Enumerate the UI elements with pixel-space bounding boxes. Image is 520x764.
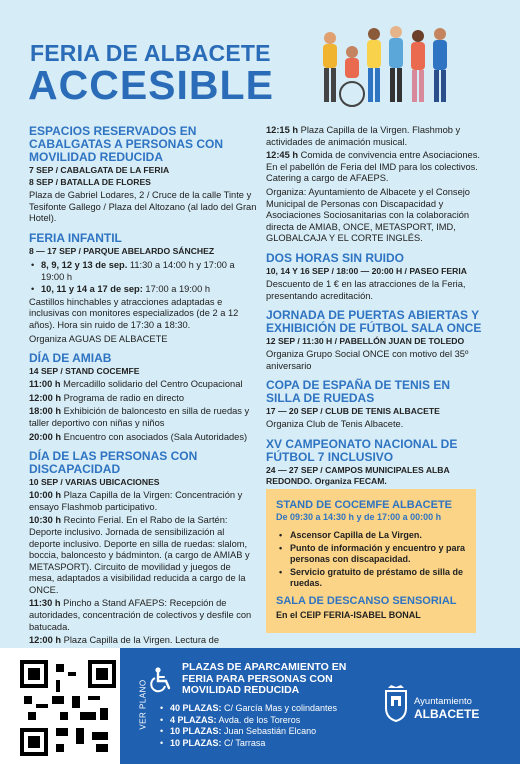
- amiab-event: 12:00 h Programa de radio en directo: [29, 392, 185, 403]
- ayuntamiento-logo: [414, 696, 479, 721]
- stand-title: STAND DE COCEMFE ALBACETE: [276, 499, 452, 511]
- discapacidad-event: 10:00 h Plaza Capilla de la Virgen: Concentración y ensayo Flashmob participativo.: [29, 490, 243, 512]
- stand-list: [276, 530, 466, 589]
- discapacidad-event: 12:00 h Plaza Capilla de la Virgen. Lectura de: [29, 635, 220, 646]
- albacete-label: ALBACETE: [414, 707, 480, 721]
- amiab-sub: 14 SEP / STAND COCEMFE: [29, 366, 140, 377]
- list-item: • 40 PLAZAS: C/ García Mas y colindantes: [160, 703, 337, 715]
- discapacidad-sub: 10 SEP / VARIAS UBICACIONES: [29, 477, 160, 488]
- tenis-sub: 17 — 20 SEP / CLUB DE TENIS ALBACETE: [266, 406, 440, 417]
- ayuntamiento-crest-icon: [383, 684, 409, 722]
- futbol-text: Organiza Grupo Social ONCE con motivo del 35º aniversario: [266, 349, 469, 371]
- list-item: • 10 PLAZAS: Juan Sebastián Elcano: [160, 726, 337, 738]
- ruido-sub: 10, 14 Y 16 SEP / 18:00 — 20:00 H / PASEO FERIA: [266, 265, 467, 276]
- ayuntamiento-label: Ayuntamiento: [414, 696, 472, 707]
- title-line2: ACCESIBLE: [28, 62, 274, 108]
- infantil-title: FERIA INFANTIL: [29, 230, 122, 245]
- stand-hours: De 09:30 a 14:30 h y de 17:00 a 00:00 h: [276, 512, 442, 522]
- left-column: [29, 125, 257, 670]
- parking-list: [160, 703, 337, 749]
- sala-title: SALA DE DESCANSO SENSORIAL: [276, 595, 457, 607]
- espacios-sub2: 8 SEP / BATALLA DE FLORES: [29, 177, 151, 187]
- espacios-title: ESPACIOS RESERVADOS EN CABALGATAS A PERSONAS CON MOVILIDAD REDUCIDA: [29, 124, 224, 164]
- futbol-title: JORNADA DE PUERTAS ABIERTAS Y EXHIBICIÓN DE FÚTBOL SALA ONCE: [266, 308, 482, 336]
- list-item: • 10, 11 y 14 a 17 de sep: 17:00 a 19:00 h: [29, 283, 257, 295]
- discapacidad-title: DÍA DE LAS PERSONAS CON DISCAPACIDAD: [29, 449, 198, 477]
- list-item: • Servicio gratuito de préstamo de silla de ruedas.: [276, 567, 466, 589]
- list-item: • 8, 9, 12 y 13 de sep. 11:30 a 14:00 h y 17:00 a 19:00 h: [29, 259, 257, 283]
- espacios-sub1: 7 SEP / CABALGATA DE LA FERIA: [29, 165, 170, 175]
- list-item: • 10 PLAZAS: C/ Tarrasa: [160, 738, 337, 750]
- list-item: • Punto de información y encuentro y para personas con discapacidad.: [276, 543, 466, 565]
- infantil-schedule: [29, 259, 257, 295]
- people-illustration-icon: [318, 22, 458, 112]
- futbol7-sub: 24 — 27 SEP / CAMPOS MUNICIPALES ALBA REDONDO. Organiza FECAM.: [266, 464, 450, 486]
- wheelchair-icon: [148, 666, 176, 694]
- infantil-text: Castillos hinchables y atracciones adaptadas e inclusivas con monitores especializados (de 2 a 12 años). Hora sin ruido de 17:30 a 18:30.: [29, 296, 239, 330]
- list-item: • 4 PLAZAS: Avda. de los Toreros: [160, 715, 337, 727]
- tenis-text: Organiza Club de Tenis Albacete.: [266, 419, 404, 430]
- amiab-event: 20:00 h Encuentro con asociados (Sala Autoridades): [29, 431, 248, 442]
- right-column: [266, 125, 484, 487]
- futbol7-title: XV CAMPEONATO NACIONAL DE FÚTBOL 7 INCLUSIVO: [266, 436, 458, 464]
- infantil-org: Organiza AGUAS DE ALBACETE: [29, 333, 168, 344]
- title-line1: FERIA DE ALBACETE: [30, 40, 271, 66]
- discapacidad-org: Organiza: Ayuntamiento de Albacete y el Consejo Municipal de Personas con Discapacidad y Asociaciones Sociosanitarias con la colaboración directa de AMIAB, ONCE, METASPORT, IMD, GLOBALCAJA Y EL CORTE INGLÉS.: [266, 186, 470, 244]
- amiab-event: 18:00 h Exhibición de baloncesto en silla de ruedas y taller deportivo con niñas y niños: [29, 406, 250, 428]
- parking-title: PLAZAS DE APARCAMIENTO EN FERIA PARA PERSONAS CON MOVILIDAD REDUCIDA: [182, 661, 347, 696]
- header: [0, 0, 520, 118]
- infantil-sub: 8 — 17 SEP / PARQUE ABELARDO SÁNCHEZ: [29, 245, 215, 256]
- list-item: • Ascensor Capilla de La Virgen.: [276, 530, 466, 541]
- tenis-title: COPA DE ESPAÑA DE TENIS EN SILLA DE RUEDAS: [266, 378, 451, 406]
- stand-box: [266, 489, 476, 633]
- amiab-title: DÍA DE AMIAB: [29, 351, 112, 366]
- ruido-text: Descuento de 1 € en las atracciones de la Feria, presentando acreditación.: [266, 278, 466, 301]
- discapacidad-event: 12:15 h Plaza Capilla de la Virgen. Flashmob y actividades de animación musical.: [266, 125, 461, 147]
- discapacidad-event: 11:30 h Pincho a Stand AFAEPS: Recepción de autoridades, concentración de colectivos y desfile con batucada.: [29, 598, 252, 632]
- ver-plano-label: VER PLANO: [138, 679, 148, 730]
- sala-location: En el CEIP FERIA-ISABEL BONAL: [276, 610, 421, 620]
- ruido-title: DOS HORAS SIN RUIDO: [266, 250, 405, 265]
- futbol-sub: 12 SEP / 11:30 H / PABELLÓN JUAN DE TOLEDO: [266, 336, 465, 347]
- amiab-event: 11:00 h Mercadillo solidario del Centro Ocupacional: [29, 379, 243, 390]
- qr-code-icon[interactable]: [20, 660, 116, 756]
- discapacidad-event: 10:30 h Recinto Ferial. En el Rabo de la Sartén: Deporte inclusivo. Jornada de sensibilización al deporte inclusivo. Deporte en silla de ruedas: slalom, boccia, baloncesto y bádminton. (a cargo de AMIAB y METASPORT). Circuito de movilidad y juegos de mesa, adaptados a visibilidad reducida a cargo de la ONCE.: [29, 515, 250, 595]
- espacios-text: Plaza de Gabriel Lodares, 2 / Cruce de la calle Tinte y Tesifonte Gallego / Plaza del Altozano (al lado del Gran Hotel).: [29, 190, 257, 224]
- discapacidad-event: 12:45 h Comida de convivencia entre Asociaciones. En el pabellón de Feria del IMD para los colectivos. Catering a cargo de AFAEPS.: [266, 150, 480, 184]
